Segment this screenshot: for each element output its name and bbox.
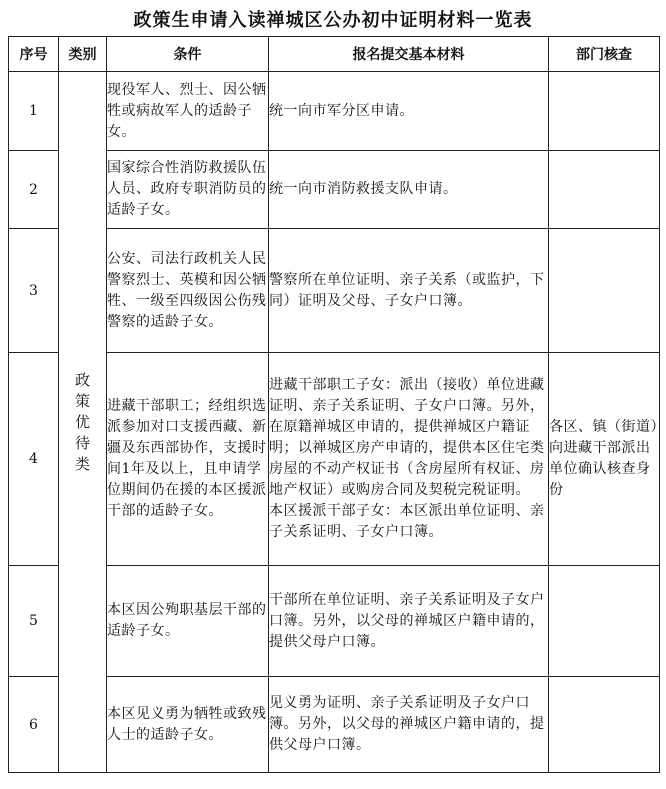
row-number: 2: [9, 151, 59, 229]
header-condition: 条件: [107, 37, 269, 72]
table-row: [9, 566, 660, 677]
row-number: 6: [9, 677, 59, 773]
materials-cell: 见义勇为证明、亲子关系证明及子女户口簿。另外，以父母的禅城区户籍申请的，提供父母户口簿。: [269, 677, 549, 773]
materials-paragraph: 进藏干部职工子女：派出（接收）单位进藏证明、亲子关系证明、子女户口簿。另外，在原籍禅城区申请的，提供禅城区户籍证明；以禅城区房产申请的，提供本区住宅类房屋的不动产权证书（含房屋所有权证、房地产权证）或购房合同及契税完税证明。: [269, 377, 545, 498]
materials-cell: 警察所在单位证明、亲子关系（或监护，下同）证明及父母、子女户口簿。: [269, 229, 549, 353]
row-number: 1: [9, 72, 59, 151]
table-header-row: [9, 37, 660, 72]
condition-cell: 公安、司法行政机关人民警察烈士、英模和因公牺牲、一级至四级因公伤残警察的适龄子女。: [107, 229, 269, 353]
header-seq: 序号: [9, 37, 59, 72]
materials-cell: [269, 353, 549, 566]
department-cell: [549, 677, 660, 773]
table-row: [9, 677, 660, 773]
department-cell: [549, 151, 660, 229]
materials-table: [8, 36, 660, 773]
department-cell: [549, 566, 660, 677]
row-number: 4: [9, 353, 59, 566]
table-row: [9, 229, 660, 353]
category-label: 政策优待类: [74, 370, 90, 473]
header-category: 类别: [59, 37, 107, 72]
table-row: [9, 151, 660, 229]
header-department: 部门核查: [549, 37, 660, 72]
header-materials: 报名提交基本材料: [269, 37, 549, 72]
materials-paragraph: 本区援派干部子女：本区派出单位证明、亲子关系证明、子女户口簿。: [269, 503, 545, 540]
condition-cell: 国家综合性消防救援队伍人员、政府专职消防员的适龄子女。: [107, 151, 269, 229]
page-title: 政策生申请入读禅城区公办初中证明材料一览表: [133, 10, 533, 31]
condition-cell: 本区见义勇为牺牲或致残人士的适龄子女。: [107, 677, 269, 773]
row-number: 3: [9, 229, 59, 353]
condition-cell: 本区因公殉职基层干部的适龄子女。: [107, 566, 269, 677]
category-cell: [59, 72, 107, 773]
row-number: 5: [9, 566, 59, 677]
condition-cell: 现役军人、烈士、因公牺牲或病故军人的适龄子女。: [107, 72, 269, 151]
table-row: [9, 72, 660, 151]
department-cell: [549, 229, 660, 353]
table-row: [9, 353, 660, 566]
department-cell: 各区、镇（街道）向进藏干部派出单位确认核查身份: [549, 353, 660, 566]
condition-cell: 进藏干部职工；经组织选派参加对口支援西藏、新疆及东西部协作，支援时间1年及以上，且申请学位期间仍在援的本区援派干部的适龄子女。: [107, 353, 269, 566]
materials-cell: 统一向市军分区申请。: [269, 72, 549, 151]
materials-cell: 干部所在单位证明、亲子关系证明及子女户口簿。另外，以父母的禅城区户籍申请的，提供父母户口簿。: [269, 566, 549, 677]
department-cell: [549, 72, 660, 151]
materials-cell: 统一向市消防救援支队申请。: [269, 151, 549, 229]
